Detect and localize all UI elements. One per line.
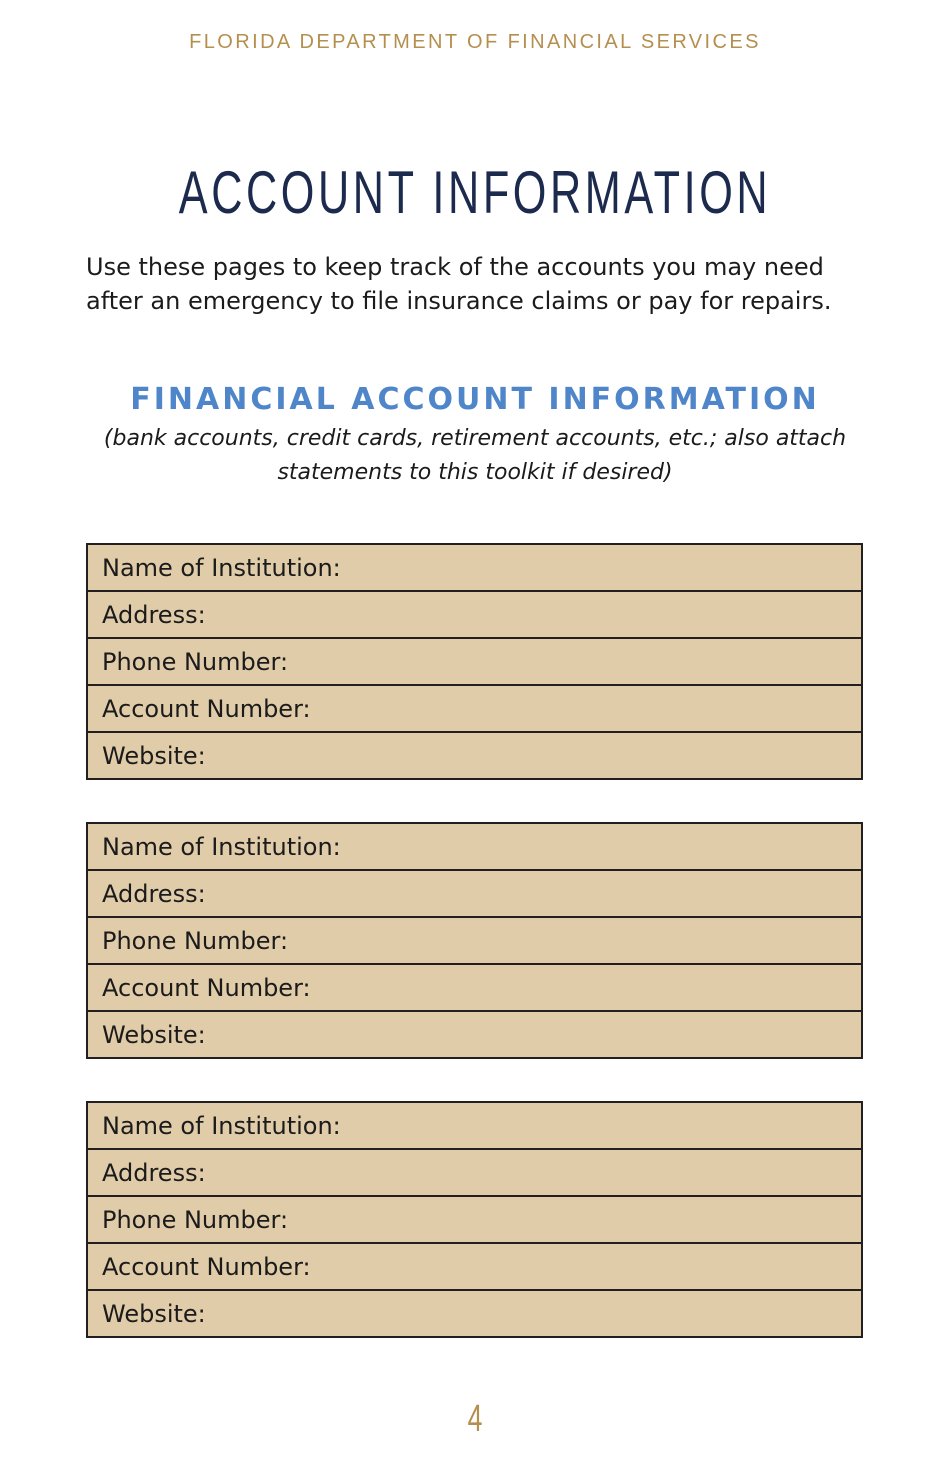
intro-text: Use these pages to keep track of the accounts you may need after an emergency to file insurance claims or pay for repairs. [86, 253, 832, 315]
table-row [87, 1243, 862, 1290]
field-name-of-institution[interactable]: Name of Institution: [87, 544, 862, 591]
field-website[interactable]: Website: [87, 732, 862, 779]
field-account-number[interactable]: Account Number: [87, 964, 862, 1011]
table-row [87, 917, 862, 964]
page-title: ACCOUNT INFORMATION [178, 159, 772, 227]
table-row [87, 1196, 862, 1243]
table-row [87, 1102, 862, 1149]
table-row [87, 732, 862, 779]
field-phone-number[interactable]: Phone Number: [87, 1196, 862, 1243]
section-title: FINANCIAL ACCOUNT INFORMATION [130, 382, 820, 417]
table-row [87, 964, 862, 1011]
table-row [87, 685, 862, 732]
page-number: 4 [467, 1398, 483, 1440]
account-table-3 [86, 1101, 863, 1338]
field-website[interactable]: Website: [87, 1011, 862, 1058]
field-account-number[interactable]: Account Number: [87, 1243, 862, 1290]
table-row [87, 1290, 862, 1337]
field-phone-number[interactable]: Phone Number: [87, 917, 862, 964]
field-address[interactable]: Address: [87, 591, 862, 638]
organization-header: FLORIDA DEPARTMENT OF FINANCIAL SERVICES [189, 31, 761, 53]
field-phone-number[interactable]: Phone Number: [87, 638, 862, 685]
table-row [87, 591, 862, 638]
table-row [87, 638, 862, 685]
field-name-of-institution[interactable]: Name of Institution: [87, 823, 862, 870]
field-address[interactable]: Address: [87, 870, 862, 917]
table-row [87, 544, 862, 591]
field-account-number[interactable]: Account Number: [87, 685, 862, 732]
table-row [87, 870, 862, 917]
table-row [87, 1011, 862, 1058]
account-table-1 [86, 543, 863, 780]
field-address[interactable]: Address: [87, 1149, 862, 1196]
account-table-2 [86, 822, 863, 1059]
table-row [87, 1149, 862, 1196]
field-name-of-institution[interactable]: Name of Institution: [87, 1102, 862, 1149]
section-subtitle: (bank accounts, credit cards, retirement accounts, etc.; also attach statements to this toolkit if desired) [103, 426, 847, 485]
field-website[interactable]: Website: [87, 1290, 862, 1337]
table-row [87, 823, 862, 870]
